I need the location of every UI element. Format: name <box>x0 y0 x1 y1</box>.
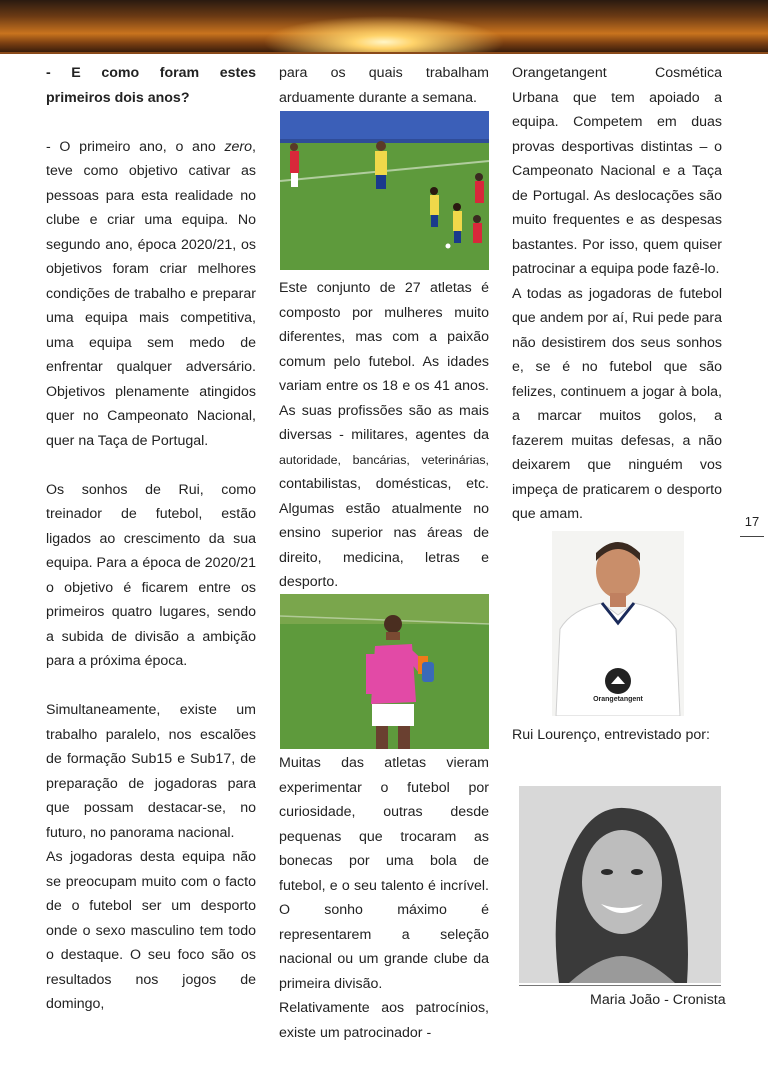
football-match-photo <box>280 111 489 270</box>
rui-portrait-image <box>552 531 684 716</box>
column-3 <box>512 61 722 527</box>
rui-caption: Rui Lourenço, entrevistado por: <box>512 727 710 743</box>
page-number-rule <box>740 536 764 537</box>
col1-paragraph-1: - O primeiro ano, o ano zero, teve como objetivo cativar as pessoas para esta realidade no clube e criar uma equipa. No segundo ano, época 2020/21, os objetivos foram criar melhores condições de trabalho e preparar uma equipa mais competitiva, uma equipa sem medo de enfrentar qualquer adversário. Objetivos plenamente atingidos quer no Campeonato Nacional, quer na Taça de Portugal. <box>46 138 256 449</box>
rui-lourenco-portrait <box>552 531 684 716</box>
goalkeeper-photo <box>280 594 489 749</box>
page-number: 17 <box>744 514 760 529</box>
col3-paragraph-2: A todas as jogadoras de futebol que andem por aí, Rui pede para não desistirem dos seus sonhos e, se é no futebol que são felizes, continuem a jogar à bola, a marcar muitos golos, a fazerem muitas defesas, a não deixarem que ninguém vos impeça de praticarem o desporto que amam. <box>512 285 722 522</box>
column-2-middle <box>279 276 489 595</box>
column-1 <box>46 61 256 1017</box>
col1-paragraph-3: Simultaneamente, existe um trabalho paralelo, nos escalões de formação Sub15 e Sub17, de preparação de jogadoras para que possam destacar-se, no futuro, no panorama nacional. <box>46 702 256 841</box>
col2-paragraph-3: Muitas das atletas vieram experimentar o futebol por curiosidade, outras desde pequenas que trocaram as bonecas por uma bola de futebol, e o seu talento é incrível. O sonho máximo é representarem a seleção nacional ou um grande clube da primeira divisão. <box>279 755 489 992</box>
sunset-banner <box>0 0 768 54</box>
maria-joao-portrait <box>519 786 721 983</box>
jersey-sponsor-text: Orangetangent <box>593 696 643 703</box>
col2-paragraph-2: Este conjunto de 27 atletas é composto por mulheres muito diferentes, mas com a paixão comum pelo futebol. As idades variam entre os 18 e os 41 anos. As suas profissões são as mais diversas - militares, agentes da autoridade, bancárias, veterinárias, contabilistas, domésticas, etc. Algumas estão atualmente no ensino superior nas áreas de direito, medicina, letras e desporto. <box>279 280 489 590</box>
maria-photo-underline <box>519 985 721 986</box>
col2-paragraph-4: Relativamente aos patrocínios, existe um patrocinador - <box>279 1000 489 1041</box>
column-2-bottom <box>279 751 489 1045</box>
col1-paragraph-4: As jogadoras desta equipa não se preocupam muito com o facto de o futebol ser um desporto onde o sexo masculino tem todo o destaque. O seu foco são os resultados nos jogos de domingo, <box>46 849 256 1012</box>
column-2-top <box>279 61 489 110</box>
col3-paragraph-1: Orangetangent Cosmética Urbana que tem apoiado a equipa. Competem em duas provas desportivas distintas – o Campeonato Nacional e a Taça de Portugal. As deslocações são muito frequentes e as despesas bastantes. Por isso, quem quiser patrocinar a equipa pode fazê-lo. <box>512 65 722 277</box>
interview-question: - E como foram estes primeiros dois anos? <box>46 65 256 106</box>
match-scene-image <box>280 111 489 270</box>
col1-paragraph-2: Os sonhos de Rui, como treinador de futebol, estão ligados ao crescimento da sua equipa. Para a época de 2020/21 o objetivo é ficarem entre os primeiros quatro lugares, sendo a subida de divisão a ambição para a próxima época. <box>46 481 256 669</box>
maria-portrait-image <box>519 786 721 983</box>
maria-caption: Maria João - Cronista <box>590 992 726 1008</box>
goalkeeper-image <box>280 594 489 749</box>
col2-paragraph-1: para os quais trabalham arduamente durante a semana. <box>279 65 489 106</box>
